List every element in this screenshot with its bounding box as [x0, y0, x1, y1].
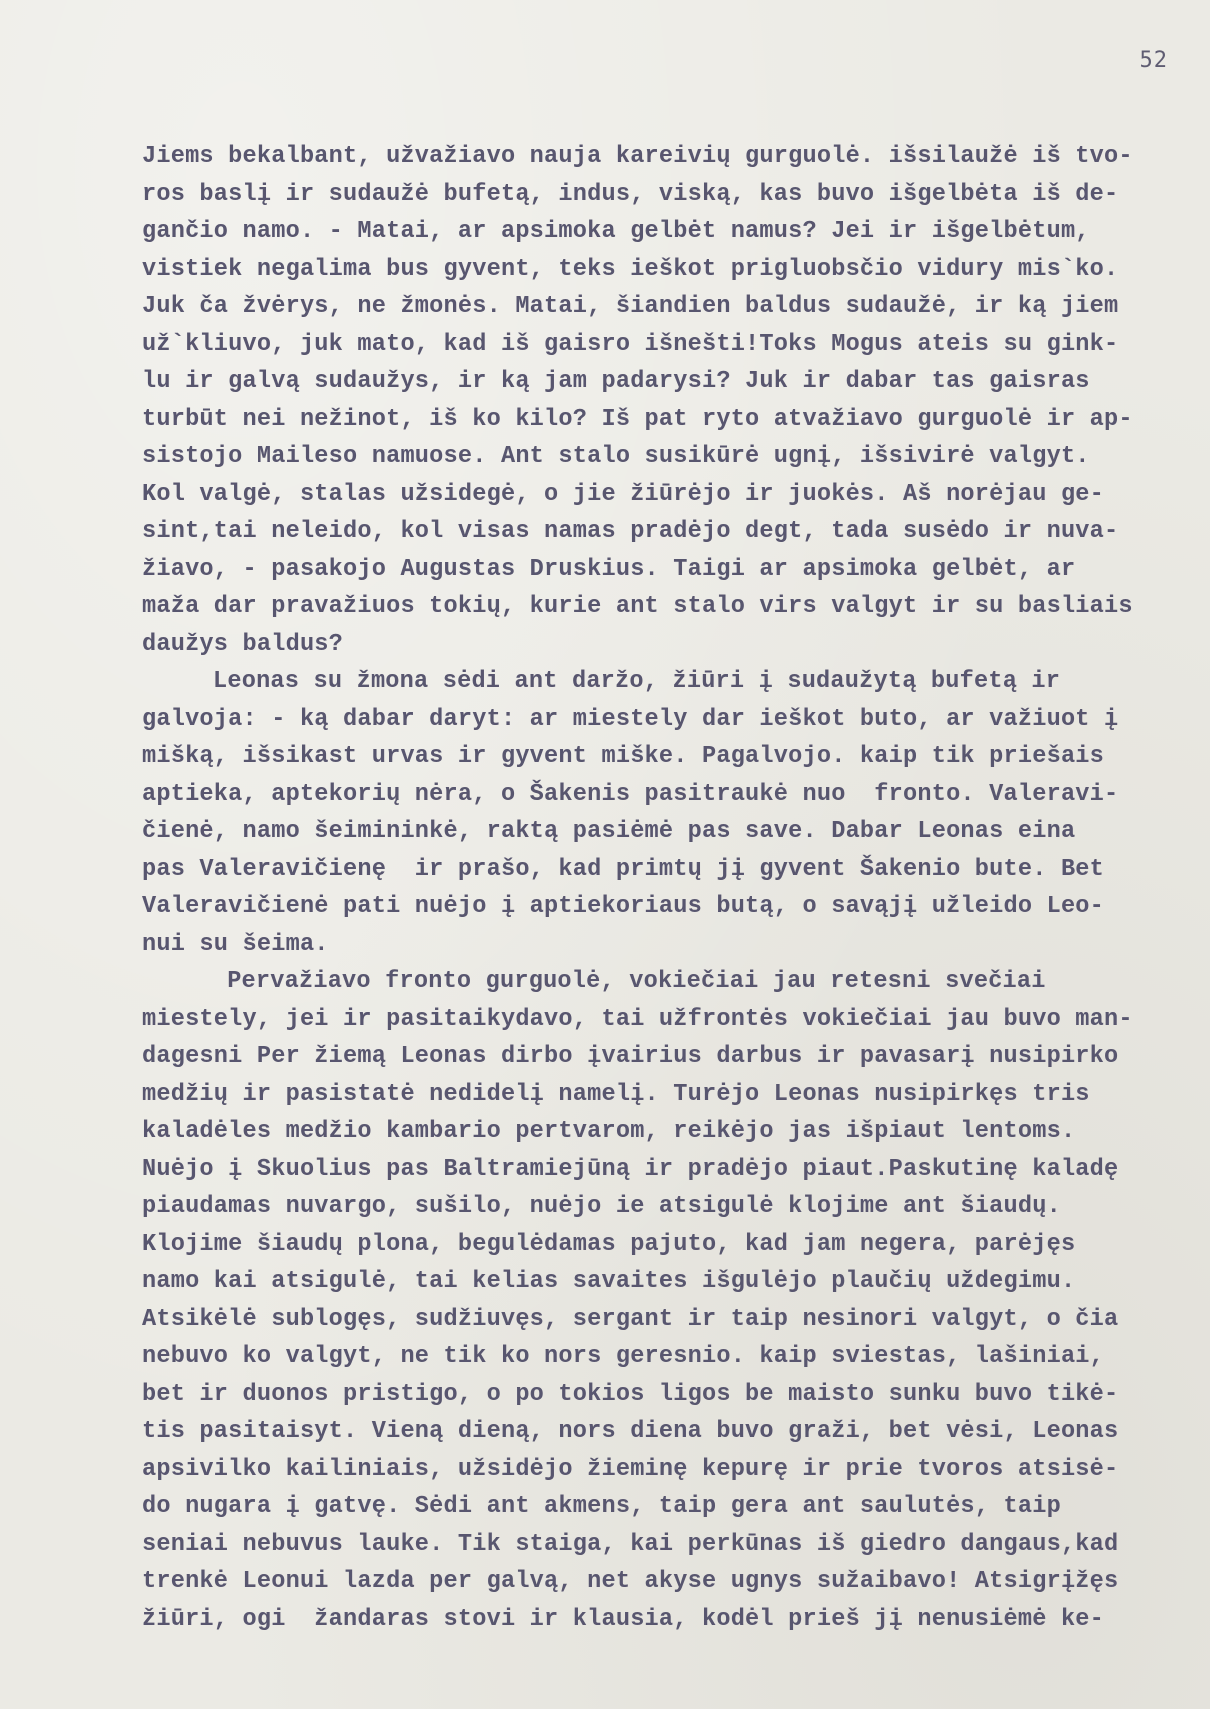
text-line: Juk ča žvėrys, ne žmonės. Matai, šiandien baldus sudaužė, ir ką jiem: [142, 293, 1119, 320]
text-line: maža dar pravažiuos tokių, kurie ant stalo virs valgyt ir su basliais: [142, 593, 1133, 620]
text-line: kaladėles medžio kambario pertvarom, reikėjo jas išpiaut lentoms.: [142, 1118, 1076, 1145]
text-line: dagesni Per žiemą Leonas dirbo įvairius darbus ir pavasarį nusipirko: [142, 1043, 1119, 1070]
text-line: pas Valeravičienę ir prašo, kad primtų jį gyvent Šakenio bute. Bet: [142, 855, 1105, 883]
text-line: medžių ir pasistatė nedidelį namelį. Turėjo Leonas nusipirkęs tris: [142, 1080, 1090, 1108]
text-line: galvoja: - ką dabar daryt: ar miestely dar ieškot buto, ar važiuot į: [142, 705, 1119, 733]
text-line: Kol valgė, stalas užsidegė, o jie žiūrėjo ir juokės. Aš norėjau ge-: [142, 480, 1105, 508]
text-line: nebuvo ko valgyt, ne tik ko nors geresnio. kaip sviestas, lašiniai,: [142, 1343, 1105, 1370]
text-line: sint,tai neleido, kol visas namas pradėjo degt, tada susėdo ir nuva-: [142, 518, 1119, 545]
text-line: do nugara į gatvę. Sėdi ant akmens, taip gera ant saulutės, taip: [142, 1493, 1061, 1520]
text-line: nui su šeima.: [142, 930, 329, 958]
text-line: namo kai atsigulė, tai kelias savaites išgulėjo plaučių uždegimu.: [142, 1268, 1076, 1295]
text-line: piaudamas nuvargo, sušilo, nuėjo ie atsigulė klojime ant šiaudų.: [142, 1193, 1061, 1220]
text-line: už`kliuvo, juk mato, kad iš gaisro išnešti!Toks Mogus ateis su gink-: [142, 330, 1119, 358]
text-line: Pervažiavo fronto gurguolė, vokiečiai jau retesni svečiai: [227, 968, 1046, 995]
text-line: Klojime šiaudų plona, begulėdamas pajuto, kad jam negera, parėjęs: [142, 1230, 1076, 1258]
text-line: bet ir duonos pristigo, o po tokios ligos be maisto sunku buvo tikė-: [142, 1380, 1119, 1408]
text-line: aptieka, aptekorių nėra, o Šakenis pasitraukė nuo fronto. Valeravi-: [142, 780, 1119, 808]
text-line: turbūt nei nežinot, iš ko kilo? Iš pat ryto atvažiavo gurguolė ir ap-: [142, 405, 1133, 433]
text-line: tis pasitaisyt. Vieną dieną, nors diena buvo graži, bet vėsi, Leonas: [142, 1418, 1119, 1445]
text-line: trenkė Leonui lazda per galvą, net akyse ugnys sužaibavo! Atsigrįžęs: [142, 1568, 1119, 1595]
page-number: 52: [1139, 48, 1168, 73]
text-line: lu ir galvą sudaužys, ir ką jam padarysi? Juk ir dabar tas gaisras: [142, 368, 1090, 395]
text-line: vistiek negalima bus gyvent, teks ieškot prigluobsčio vidury mis`ko.: [142, 255, 1119, 283]
document-text: [142, 138, 1192, 1638]
text-line: Jiems bekalbant, užvažiavo nauja kareivių gurguolė. išsilaužė iš tvo-: [142, 143, 1133, 170]
text-line: miestely, jei ir pasitaikydavo, tai užfrontės vokiečiai jau buvo man-: [142, 1005, 1133, 1033]
text-line: Nuėjo į Skuolius pas Baltramiejūną ir pradėjo piaut.Paskutinę kaladę: [142, 1155, 1119, 1183]
text-line: ros baslį ir sudaužė bufetą, indus, viską, kas buvo išgelbėta iš de-: [142, 180, 1119, 208]
text-line: sistojo Maileso namuose. Ant stalo susikūrė ugnį, išsivirė valgyt.: [142, 443, 1090, 470]
text-line: seniai nebuvus lauke. Tik staiga, kai perkūnas iš giedro dangaus,kad: [142, 1530, 1119, 1558]
text-line: apsivilko kailiniais, užsidėjo žieminę kepurę ir prie tvoros atsisė-: [142, 1455, 1119, 1483]
text-line: čienė, namo šeimininkė, raktą pasiėmė pas save. Dabar Leonas eina: [142, 818, 1076, 845]
text-line: Valeravičienė pati nuėjo į aptiekoriaus butą, o savąjį užleido Leo-: [142, 893, 1105, 920]
text-line: Leonas su žmona sėdi ant daržo, žiūri į sudaužytą bufetą ir: [213, 668, 1061, 695]
text-line: Atsikėlė sublogęs, sudžiuvęs, sergant ir taip nesinori valgyt, o čia: [142, 1305, 1119, 1333]
text-line: mišką, išsikast urvas ir gyvent miške. Pagalvojo. kaip tik priešais: [142, 743, 1105, 770]
text-line: gančio namo. - Matai, ar apsimoka gelbėt namus? Jei ir išgelbėtum,: [142, 218, 1090, 245]
text-line: žiūri, ogi žandaras stovi ir klausia, kodėl prieš jį nenusiėmė ke-: [142, 1605, 1105, 1633]
text-line: daužys baldus?: [142, 630, 344, 658]
text-line: žiavo, - pasakojo Augustas Druskius. Taigi ar apsimoka gelbėt, ar: [142, 555, 1076, 583]
